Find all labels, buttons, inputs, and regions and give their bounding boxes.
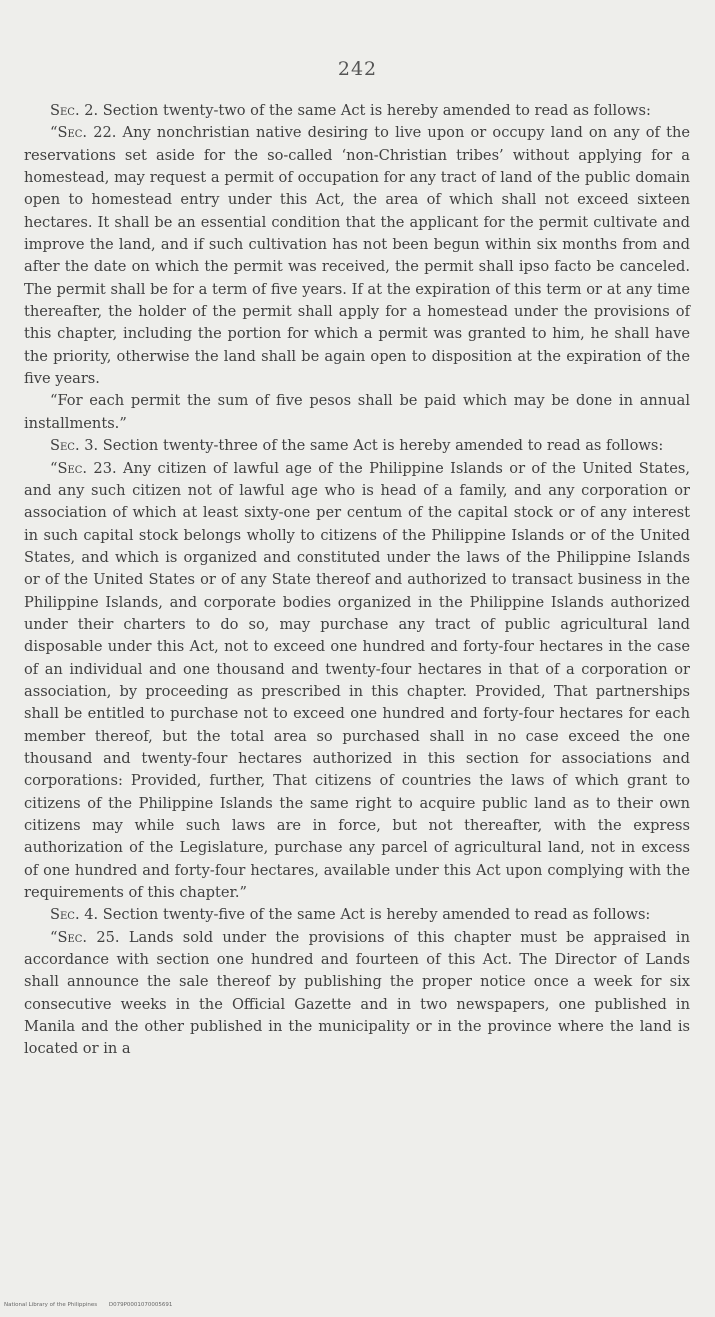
paragraph (24, 904, 690, 926)
paragraph (24, 100, 690, 122)
section-label: “Sec. 22. (50, 124, 117, 142)
scan-footer (4, 1302, 182, 1308)
section-label: Sec. 3. (50, 437, 99, 455)
library-name: National Library of the Philippines (4, 1302, 98, 1308)
paragraph-text: Section twenty-three of the same Act is hereby amended to read as follows: (98, 437, 664, 455)
section-label: “Sec. 25. (50, 928, 120, 946)
paragraph (24, 458, 690, 905)
paragraph-text: Any nonchristian native desiring to live upon or occupy land on any of the reservations set aside for the so-called ‘non-Christian tribes’ without applying for a homestead, may request a permit of occupation for any tract of land of the public domain open to homestead entry under this Act, the area of which shall not exceed sixteen hectares. It shall be an essential condition that the applicant for the permit cultivate and improve the land, and if such cultivation has not been begun within six months from and after the date on which the permit was received, the permit shall ipso facto be canceled. The permit shall be for a term of five years. If at the expiration of this term or at any time thereafter, the holder of the permit shall apply for a homestead under the provisions of this chapter, including the portion for which a permit was granted to him, he shall have the priority, otherwise the land shall be again open to disposition at the expiration of the five years. (24, 124, 690, 388)
scan-id: D079P0001070005691 (108, 1302, 173, 1308)
body-text (24, 100, 690, 1061)
paragraph-text: Section twenty-five of the same Act is hereby amended to read as follows: (98, 906, 651, 924)
paragraph-text: “For each permit the sum of five pesos shall be paid which may be done in annual installments.” (24, 392, 690, 432)
paragraph-text: Any citizen of lawful age of the Philippine Islands or of the United States, and any such citizen not of lawful age who is head of a family, and any corporation or association of which at least sixty-one per centum of the capital stock or of any interest in such capital stock belongs wholly to citizens of the Philippine Islands or of the United States, and which is organized and constituted under the laws of the Philippine Islands or of the United States or of any State thereof and authorized to transact business in the Philippine Islands, and corporate bodies organized in the Philippine Islands authorized under their charters to do so, may purchase any tract of public agricultural land disposable under this Act, not to exceed one hundred and forty-four hectares in the case of an individual and one thousand and twenty-four hectares in that of a corporation or association, by proceeding as prescribed in this chapter. Provided, That partnerships shall be entitled to purchase not to exceed one hundred and forty-four hectares for each member thereof, but the total area so purchased shall in no case exceed the one thousand and twenty-four hectares authorized in this section for associations and corporations: Provided, further, That citizens of countries the laws of which grant to citizens of the Philippine Islands the same right to acquire public land as to their own citizens may while such laws are in force, but not thereafter, with the express authorization of the Legislature, purchase any parcel of agricultural land, not in excess of one hundred and forty-four hectares, available under this Act upon complying with the requirements of this chapter.” (24, 459, 690, 902)
section-label: Sec. 2. (50, 102, 99, 119)
section-label: Sec. 4. (50, 906, 99, 924)
section-label: “Sec. 23. (50, 459, 117, 477)
paragraph (24, 435, 690, 457)
paragraph (24, 122, 690, 390)
page-number: 242 (337, 58, 378, 80)
paragraph-text: Lands sold under the provisions of this chapter must be appraised in accordance with section one hundred and fourteen of this Act. The Director of Lands shall announce the sale thereof by publishing the proper notice once a week for six consecutive weeks in the Official Gazette and in two newspapers, one published in Manila and the other published in the municipality or in the province where the land is located or in a (24, 928, 691, 1058)
paragraph (24, 390, 690, 435)
paragraph-text: Section twenty-two of the same Act is hereby amended to read as follows: (98, 102, 651, 119)
paragraph (24, 927, 690, 1061)
